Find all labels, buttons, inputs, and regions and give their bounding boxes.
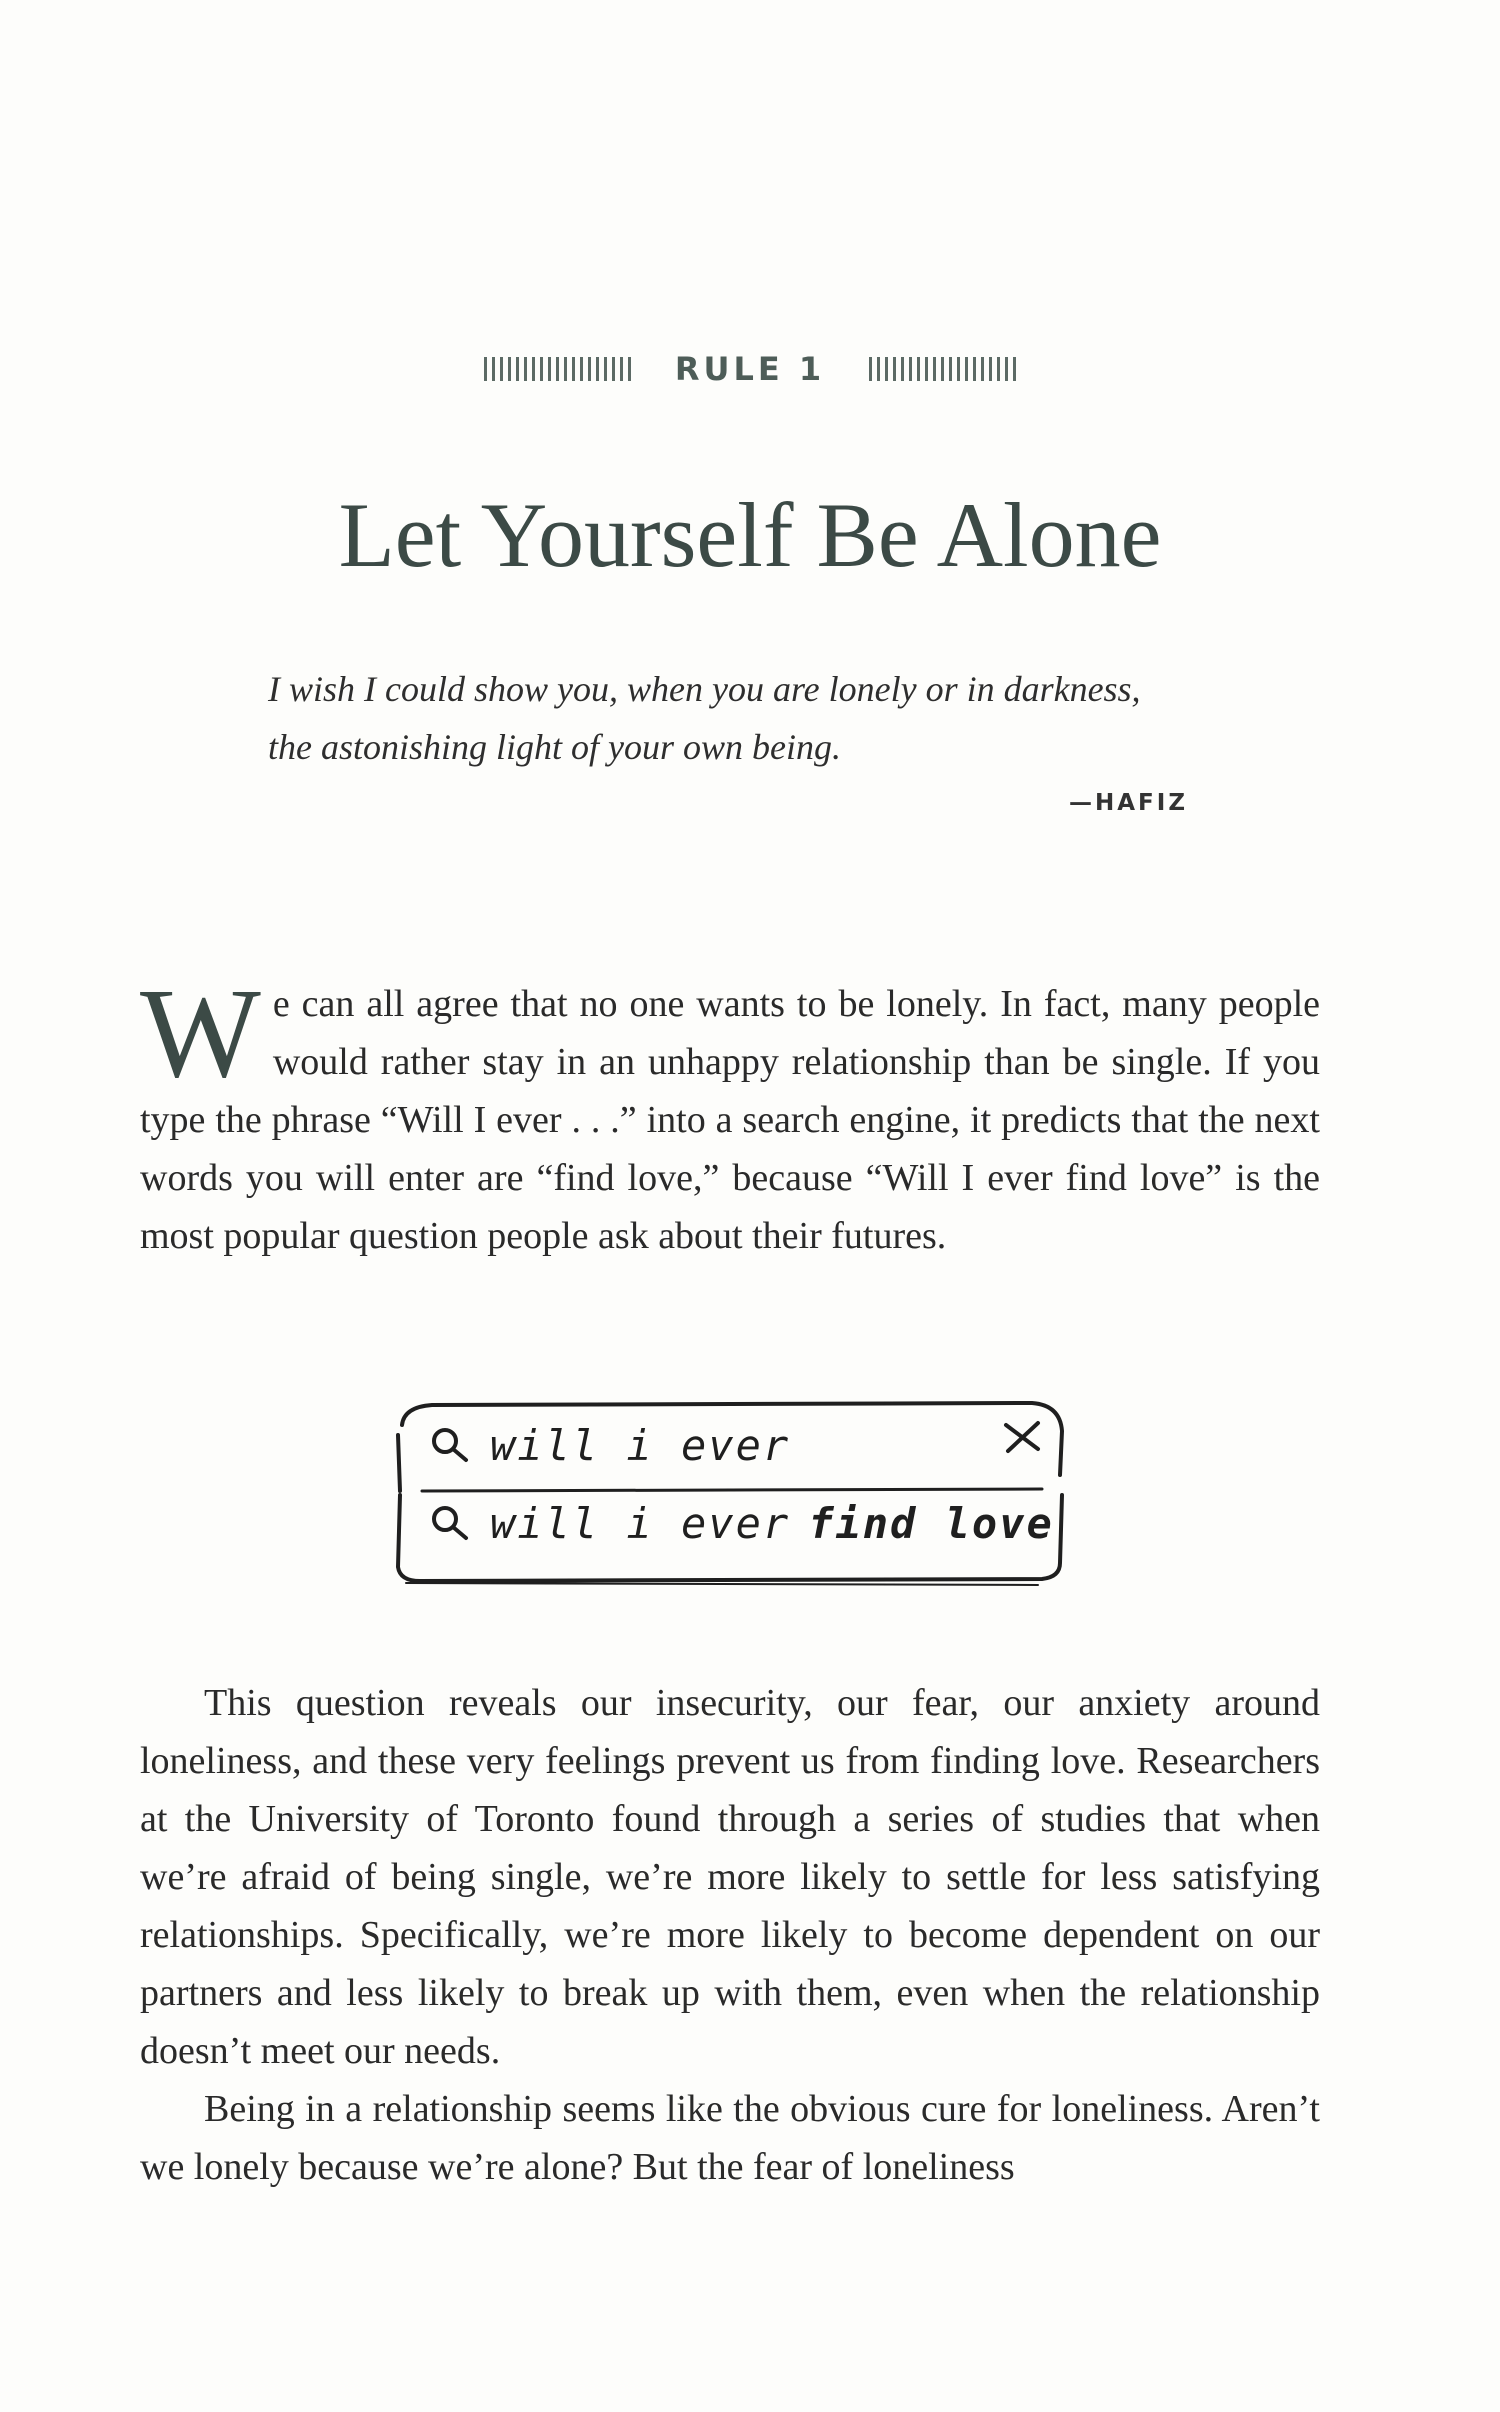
search-suggestion-prefix: will i ever	[490, 1499, 791, 1548]
paragraph-1-text: e can all agree that no one wants to be lonely. In fact, many people would rather stay in an unhappy relationship than be single. If you type the phrase “Will I ever . . .” into a search engine, it predicts that the next words you will enter are “find love,” because “Will I ever find love” is the most popular question people ask about their futures.	[140, 983, 1320, 1257]
search-box-illustration	[392, 1395, 1072, 1595]
decorative-bars-right	[869, 355, 1016, 383]
search-suggestion-bold: find love	[808, 1499, 1054, 1548]
paragraph-2: This question reveals our insecurity, our fear, our anxiety around loneliness, and these very feelings prevent us from finding love. Researchers at the University of Toronto found through a series of studies that when we’re afraid of being single, we’re more likely to settle for less satisfying relationships. Specifically, we’re more likely to become dependent on our partners and less likely to break up with them, even when the relationship doesn’t meet our needs.	[140, 1682, 1320, 2072]
search-query-row	[428, 1421, 790, 1470]
epigraph-attribution: —HAFIZ	[1069, 790, 1188, 816]
rule-number: RULE 1	[674, 350, 826, 388]
decorative-bars-left	[484, 355, 631, 383]
search-query-text: will i ever	[490, 1421, 791, 1470]
paragraph-1	[140, 962, 1320, 1265]
rule-header	[0, 350, 1500, 388]
paragraph-3: Being in a relationship seems like the obvious cure for loneliness. Aren’t we lonely because we’re alone? But the fear of loneliness	[140, 2088, 1320, 2188]
search-icon	[428, 1424, 472, 1468]
body-continuation	[140, 1674, 1320, 2196]
close-icon	[1000, 1415, 1044, 1459]
epigraph-quote: I wish I could show you, when you are lonely or in darkness, the astonishing light of your own being.	[268, 669, 1141, 767]
search-icon	[428, 1502, 472, 1546]
search-suggestion-row	[428, 1499, 1054, 1548]
drop-cap: W	[140, 962, 261, 1104]
chapter-title: Let Yourself Be Alone	[338, 484, 1162, 586]
